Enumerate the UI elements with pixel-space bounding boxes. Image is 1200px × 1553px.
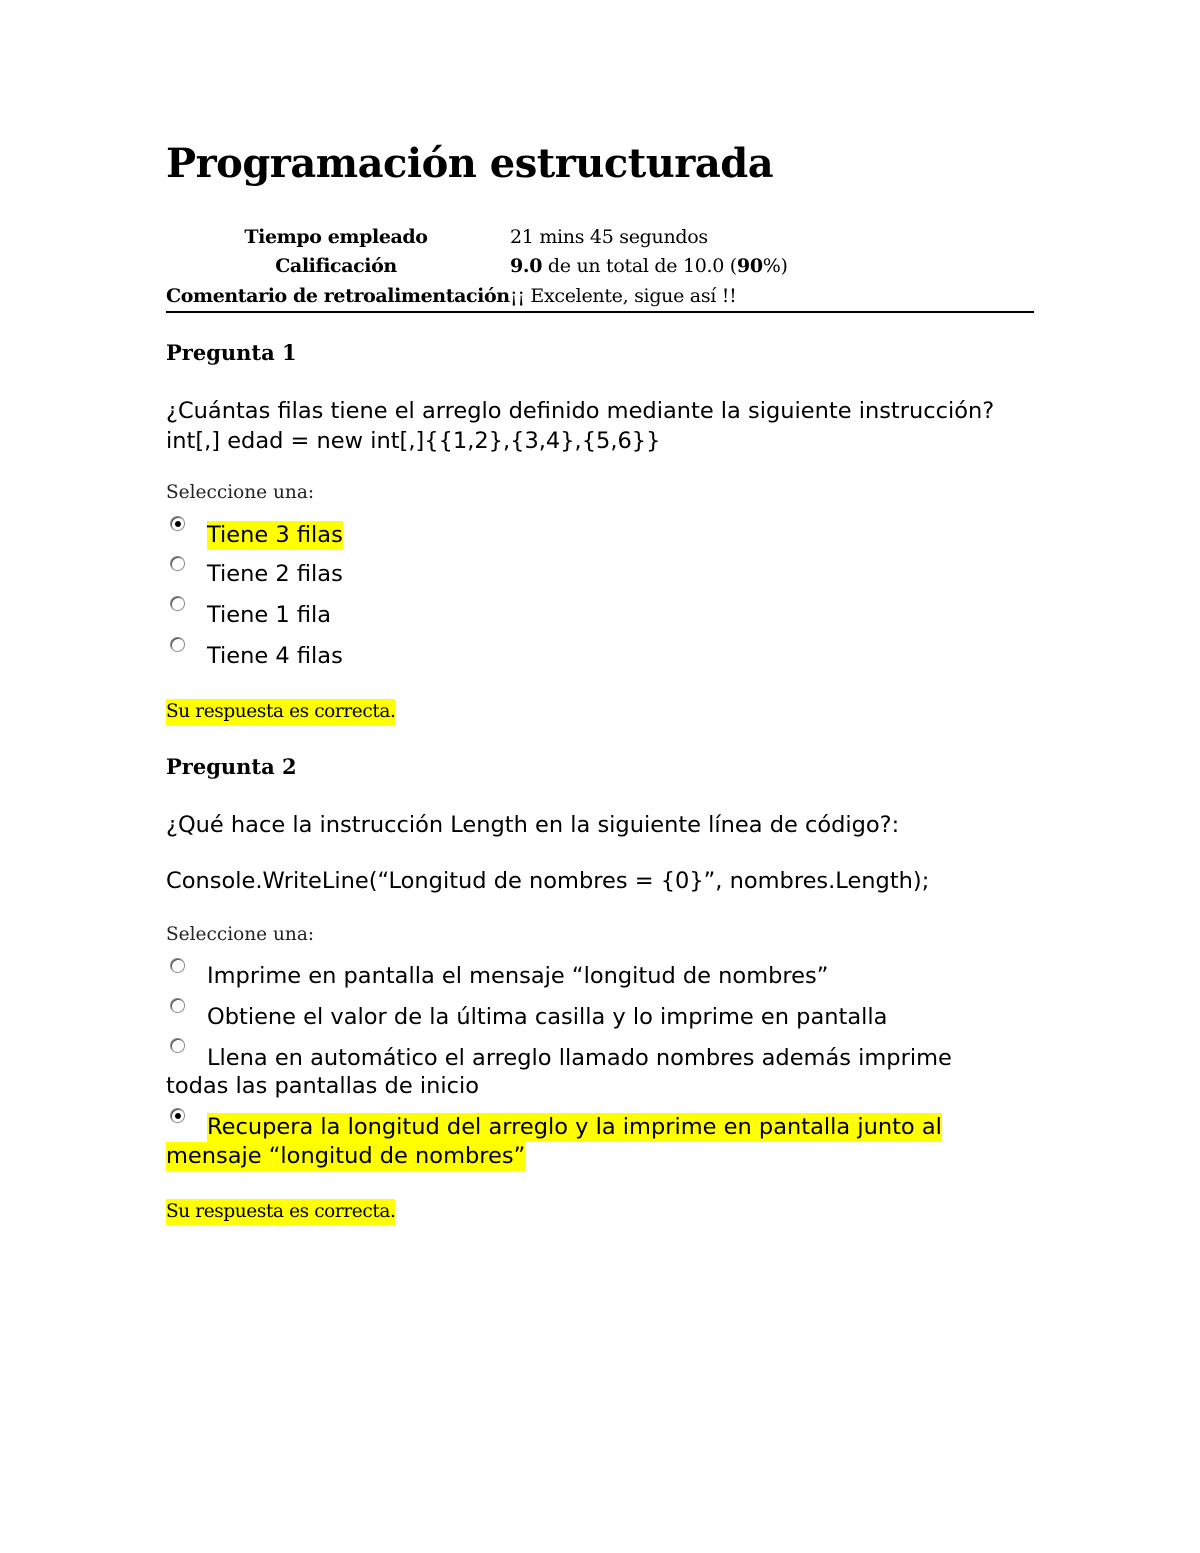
radio-button-selected[interactable] [170, 1108, 185, 1123]
time-value: 21 mins 45 segundos [510, 225, 708, 248]
radio-button[interactable] [170, 958, 185, 973]
question-2-text-line1: ¿Qué hace la instrucción Length en la siguiente línea de código?: [166, 812, 900, 838]
question-2-select-label: Seleccione una: [166, 924, 315, 945]
question-1-select-label: Seleccione una: [166, 482, 315, 503]
page-title: Programación estructurada [166, 140, 774, 187]
grade-percent-suffix: %) [762, 255, 788, 278]
question-1-text [166, 396, 994, 456]
radio-button-selected[interactable] [170, 516, 185, 531]
grade-value [506, 255, 788, 277]
grade-label: Calificación [275, 255, 397, 278]
option-label-line1[interactable]: Llena en automático el arreglo llamado nombres además imprime [207, 1045, 952, 1071]
question-2-text [166, 810, 899, 840]
radio-button[interactable] [170, 596, 185, 611]
radio-button[interactable] [170, 998, 185, 1013]
option-label[interactable]: Tiene 3 filas [207, 522, 343, 548]
question-1-text-line1: ¿Cuántas filas tiene el arreglo definido mediante la siguiente instrucción? [166, 398, 995, 424]
quiz-summary-table [166, 222, 1034, 313]
radio-button[interactable] [170, 556, 185, 571]
feedback-value: ¡¡ Excelente, sigue así !! [510, 284, 737, 307]
question-2-feedback: Su respuesta es correcta. [166, 1199, 395, 1225]
grade-score: 9.0 [510, 255, 543, 278]
option-label[interactable]: Imprime en pantalla el mensaje “longitud de nombres” [207, 963, 829, 989]
summary-row-time [166, 222, 1034, 252]
option-label[interactable]: Obtiene el valor de la última casilla y lo imprime en pantalla [207, 1004, 888, 1030]
option-label[interactable]: Tiene 2 filas [207, 561, 343, 587]
question-1-code-line: int[,] edad = new int[,]{{1,2},{3,4},{5,6}} [166, 428, 661, 454]
option-label-line1[interactable]: Recupera la longitud del arreglo y la imprime en pantalla junto al [207, 1114, 942, 1140]
question-1-heading: Pregunta 1 [166, 340, 297, 365]
option-label-line2[interactable]: todas las pantallas de inicio [166, 1073, 479, 1099]
question-2-heading: Pregunta 2 [166, 754, 297, 779]
radio-button[interactable] [170, 637, 185, 652]
grade-total: de un total de 10.0 ( [542, 255, 737, 278]
summary-row-feedback [166, 281, 1034, 311]
option-label[interactable]: Tiene 4 filas [207, 643, 343, 669]
time-label: Tiempo empleado [244, 225, 428, 248]
radio-button[interactable] [170, 1038, 185, 1053]
feedback-label: Comentario de retroalimentación [166, 284, 510, 307]
summary-row-grade [166, 252, 1034, 282]
question-2-code-line: Console.WriteLine(“Longitud de nombres = {0}”, nombres.Length); [166, 868, 930, 894]
question-1-feedback: Su respuesta es correcta. [166, 699, 395, 725]
grade-percent: 90 [736, 255, 763, 278]
option-label-line2[interactable]: mensaje “longitud de nombres” [166, 1143, 526, 1169]
option-label[interactable]: Tiene 1 fila [207, 602, 332, 628]
